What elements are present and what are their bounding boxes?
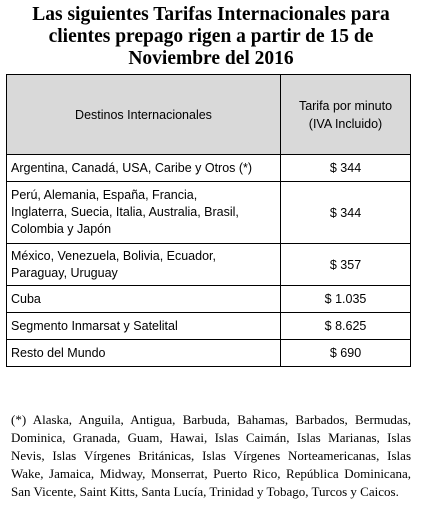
destination-line: México, Venezuela, Bolivia, Ecuador, — [11, 248, 216, 263]
table-row — [7, 244, 411, 286]
rate-header-line: (IVA Incluido) — [308, 116, 383, 131]
destinations-column-header: Destinos Internacionales — [7, 75, 281, 155]
table-row — [7, 286, 411, 313]
title-line: Las siguientes Tarifas Internacionales para — [32, 4, 390, 25]
table-row — [7, 313, 411, 340]
destination-line: Resto del Mundo — [11, 345, 106, 360]
table-row — [7, 340, 411, 367]
destination-line: Cuba — [11, 291, 41, 306]
table-row — [7, 182, 411, 244]
rate-cell: $ 344 — [281, 155, 411, 182]
destination-cell — [7, 286, 281, 313]
footnote: (*) Alaska, Anguila, Antigua, Barbuda, Bahamas, Barbados, Bermudas, Dominica, Granada, Guam, Hawai, Islas Caimán, Islas Marianas, Islas Nevis, Islas Vírgenes Británicas, Islas Vírgenes Norteamericanas, Islas Wake, Jamaica, Midway, Monserrat, Puerto Rico, República Dominicana, San Vicente, Saint Kitts, Santa Lucía, Trinidad y Tobago, Turcos y Caicos. — [11, 412, 411, 499]
rate-cell: $ 8.625 — [281, 313, 411, 340]
destination-line: Argentina, Canadá, USA, Caribe y Otros (*) — [11, 160, 253, 175]
document-title — [0, 4, 422, 70]
table-row — [7, 155, 411, 182]
rate-cell: $ 690 — [281, 340, 411, 367]
destination-line: Segmento Inmarsat y Satelital — [11, 318, 178, 333]
rate-cell: $ 1.035 — [281, 286, 411, 313]
destination-line: Paraguay, Uruguay — [11, 265, 118, 280]
destination-line: Perú, Alemania, España, Francia, — [11, 188, 198, 202]
destination-cell — [7, 155, 281, 182]
title-line: clientes prepago rigen a partir de 15 de — [48, 26, 374, 47]
title-line: Noviembre del 2016 — [128, 48, 294, 69]
rate-header-line: Tarifa por minuto — [298, 98, 393, 113]
destination-cell — [7, 313, 281, 340]
table-header-row — [7, 75, 411, 155]
rates-table — [6, 74, 411, 367]
destination-line: Inglaterra, Suecia, Italia, Australia, Brasil, — [11, 205, 239, 219]
destination-cell — [7, 340, 281, 367]
rate-column-header — [281, 75, 411, 155]
rate-cell: $ 344 — [281, 182, 411, 244]
destination-line: Colombia y Japón — [11, 222, 112, 236]
destination-cell — [7, 182, 281, 244]
destination-cell — [7, 244, 281, 286]
rate-cell: $ 357 — [281, 244, 411, 286]
